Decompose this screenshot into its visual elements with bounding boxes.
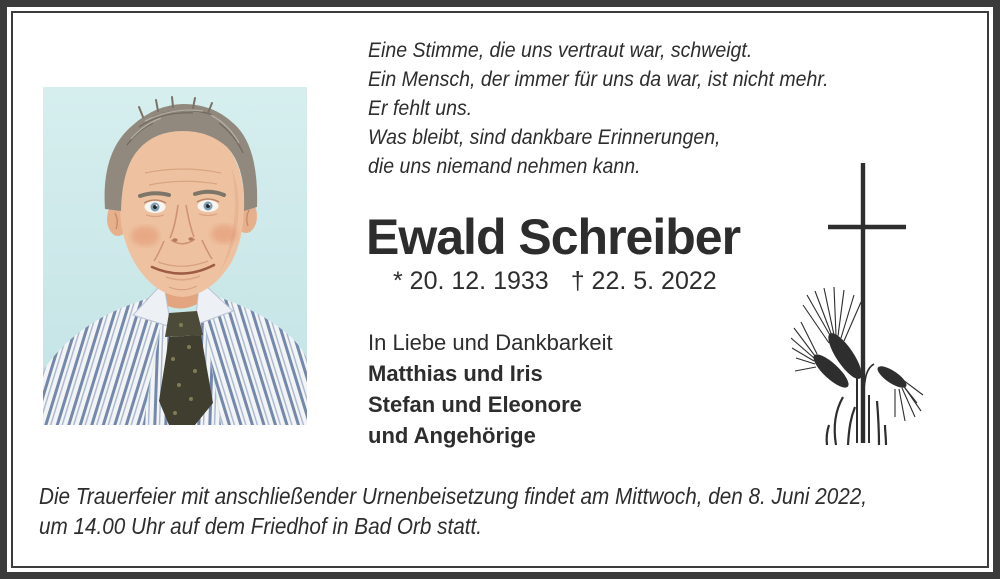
memorial-poem [368, 36, 863, 181]
inner-border [11, 11, 989, 568]
mourners-list [368, 358, 582, 451]
funeral-info [39, 481, 959, 541]
poem-line: Ein Mensch, der immer für uns da war, ist nicht mehr. [368, 68, 829, 91]
death-date: † 22. 5. 2022 [570, 267, 717, 295]
dedication-line: In Liebe und Dankbarkeit [368, 330, 613, 355]
funeral-line: Die Trauerfeier mit anschließender Urnenbeisetzung findet am Mittwoch, den 8. Juni 2022, [39, 483, 868, 509]
poem-line: Eine Stimme, die uns vertraut war, schweigt. [368, 39, 753, 62]
mourner-line: Matthias und Iris [368, 361, 543, 386]
life-dates [393, 266, 717, 296]
mourner-line: und Angehörige [368, 423, 536, 448]
poem-line: Was bleibt, sind dankbare Erinnerungen, [368, 126, 721, 149]
poem-line: Er fehlt uns. [368, 97, 473, 120]
portrait-photo [43, 87, 307, 425]
mourner-line: Stefan und Eleonore [368, 392, 582, 417]
poem-line: die uns niemand nehmen kann. [368, 155, 641, 178]
birth-date: * 20. 12. 1933 [393, 267, 549, 295]
deceased-name: Ewald Schreiber [366, 209, 741, 265]
funeral-line: um 14.00 Uhr auf dem Friedhof in Bad Orb statt. [39, 513, 482, 539]
cross-wheat-illustration [791, 145, 931, 460]
